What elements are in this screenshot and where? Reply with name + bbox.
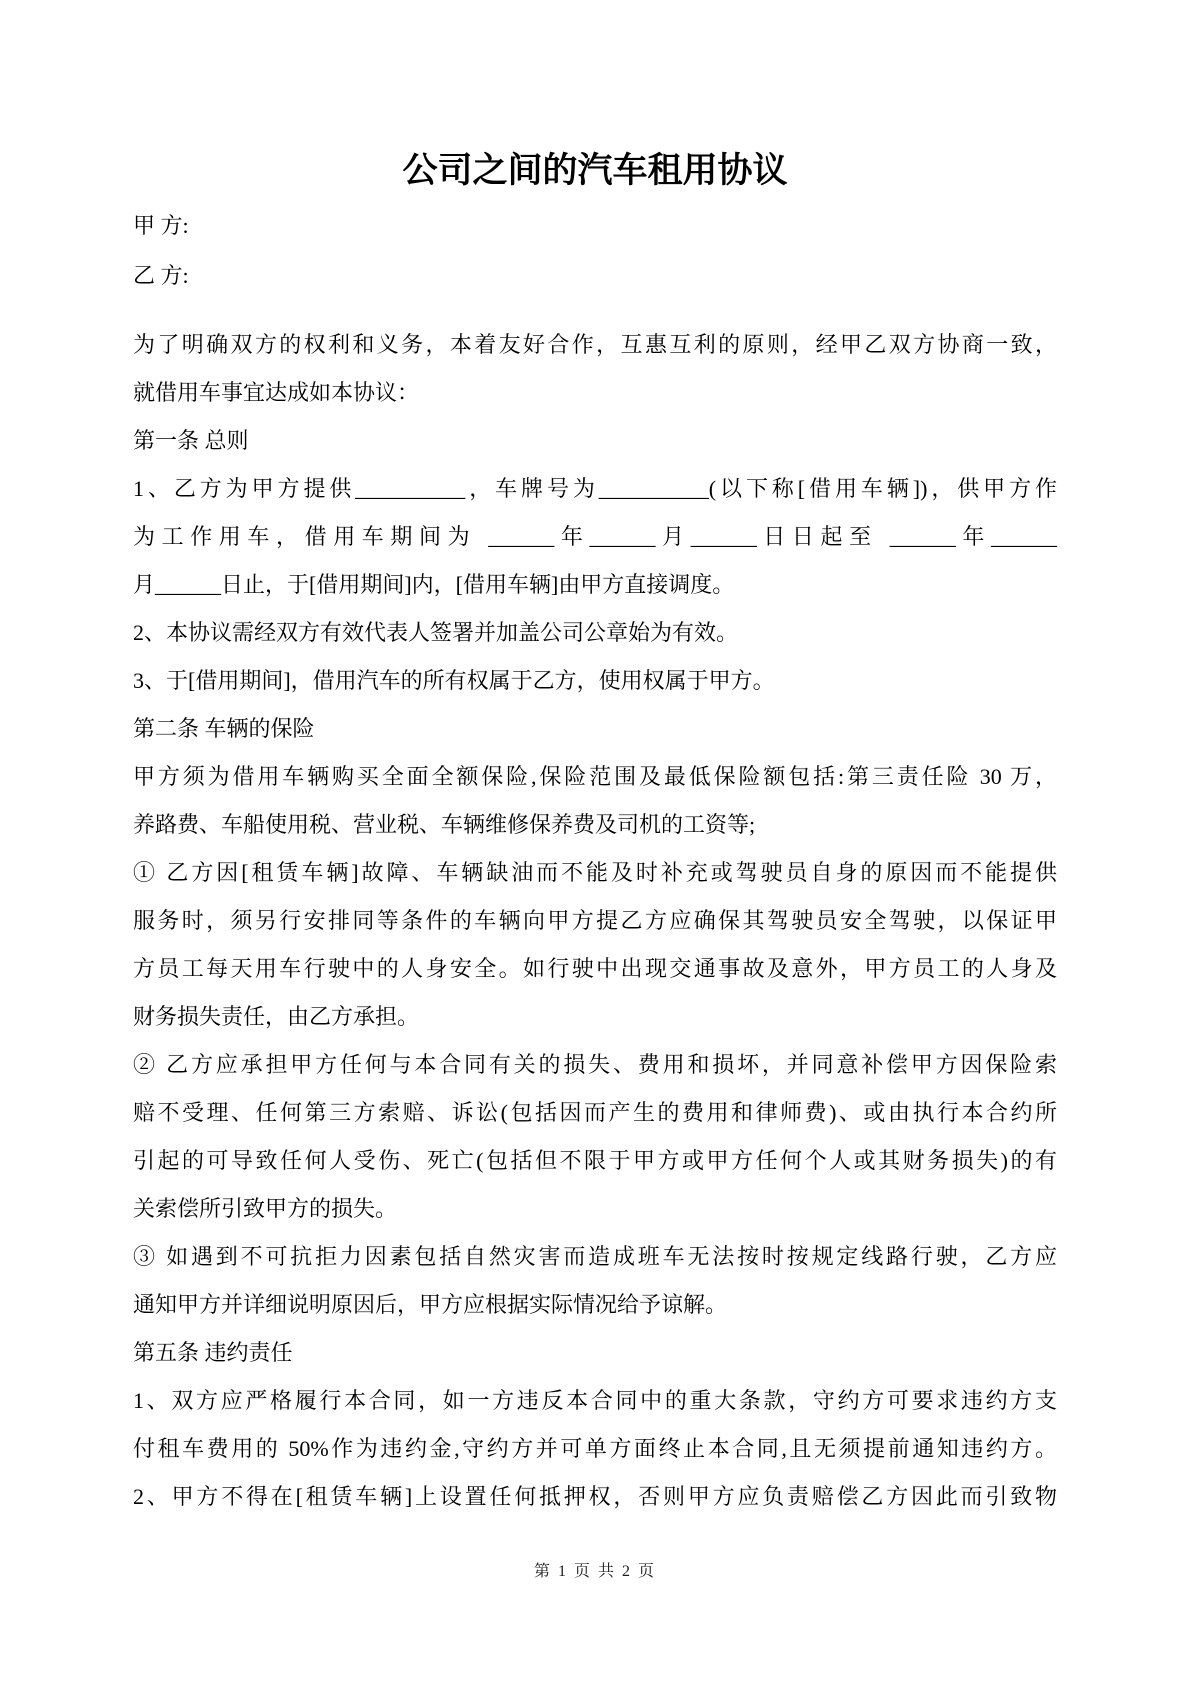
body-line: 方员工每天用车行驶中的人身安全。如行驶中出现交通事故及意外，甲方员工的人身及 — [133, 956, 1057, 981]
body-line: ① 乙方因[租赁车辆]故障、车辆缺油而不能及时补充或驾驶员自身的原因而不能提供 — [133, 860, 1057, 885]
page-number-footer: 第 1 页 共 2 页 — [533, 1563, 656, 1580]
section-heading-article-1: 第一条 总则 — [133, 428, 249, 453]
body-line: 服务时，须另行安排同等条件的车辆向甲方提乙方应确保其驾驶员安全驾驶，以保证甲 — [133, 908, 1057, 933]
body-line-with-blanks: 为工作用车，借用车期间为 ______年______月______日日起至 ______年______ — [133, 524, 1057, 549]
body-line: 赔不受理、任何第三方索赔、诉讼(包括因而产生的费用和律师费)、或由执行本合约所 — [133, 1100, 1057, 1125]
body-line: 就借用车事宜达成如本协议： — [133, 380, 420, 405]
body-line: 1、双方应严格履行本合同，如一方违反本合同中的重大条款，守约方可要求违约方支 — [133, 1388, 1057, 1413]
body-line-with-blanks: 1、乙方为甲方提供__________，车牌号为__________(以下称[借用车辆])，供甲方作 — [133, 476, 1057, 501]
document-title: 公司之间的汽车租用协议 — [402, 151, 788, 190]
body-line: 引起的可导致任何人受伤、死亡(包括但不限于甲方或甲方任何个人或其财务损失)的有 — [133, 1148, 1057, 1173]
body-line-with-blanks: 月______日止，于[借用期间]内，[借用车辆]由甲方直接调度。 — [133, 572, 735, 597]
body-line: ③ 如遇到不可抗拒力因素包括自然灾害而造成班车无法按时按规定线路行驶，乙方应 — [133, 1244, 1057, 1269]
section-heading-article-5: 第五条 违约责任 — [133, 1340, 293, 1365]
section-heading-article-2: 第二条 车辆的保险 — [133, 716, 315, 741]
body-line: 财务损失责任，由乙方承担。 — [133, 1004, 420, 1029]
body-line: 2、甲方不得在[租赁车辆]上设置任何抵押权，否则甲方应负责赔偿乙方因此而引致物 — [133, 1484, 1057, 1509]
body-line: 付租车费用的 50%作为违约金,守约方并可单方面终止本合同,且无须提前通知违约方。 — [133, 1436, 1057, 1461]
party-b-label: 乙 方: — [133, 263, 189, 288]
body-line: 3、于[借用期间]，借用汽车的所有权属于乙方，使用权属于甲方。 — [133, 668, 775, 693]
body-line: ② 乙方应承担甲方任何与本合同有关的损失、费用和损坏，并同意补偿甲方因保险索 — [133, 1052, 1057, 1077]
body-line: 为了明确双方的权利和义务，本着友好合作，互惠互利的原则，经甲乙双方协商一致， — [133, 332, 1057, 357]
body-line: 关索偿所引致甲方的损失。 — [133, 1196, 398, 1221]
body-line: 通知甲方并详细说明原因后，甲方应根据实际情况给予谅解。 — [133, 1292, 728, 1317]
party-a-label: 甲 方: — [133, 213, 189, 238]
document-body — [133, 321, 1057, 1521]
body-line: 养路费、车船使用税、营业税、车辆维修保养费及司机的工资等; — [133, 812, 756, 837]
body-line: 2、本协议需经双方有效代表人签署并加盖公司公章始为有效。 — [133, 620, 739, 645]
body-line: 甲方须为借用车辆购买全面全额保险,保险范围及最低保险额包括:第三责任险 30 万， — [133, 764, 1057, 789]
